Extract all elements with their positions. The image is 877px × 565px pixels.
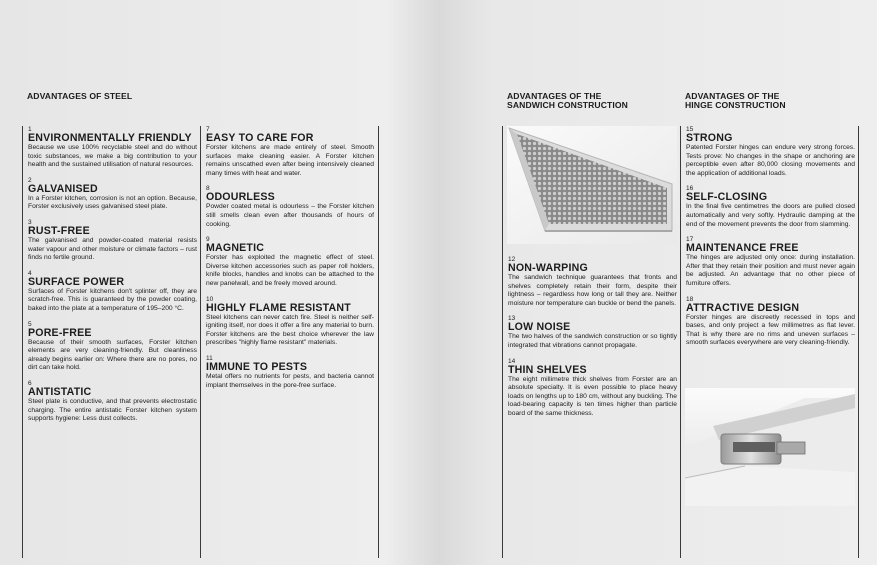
column-rule-6 [858,126,859,558]
advantage-text: In the final five centimetres the doors are pulled closed automatically and very softly. Hydraulic damping at the end of the movement prevents the door from slamming. [686,203,855,228]
advantage-item [206,185,374,229]
advantage-item [686,126,855,178]
advantage-item [206,355,374,390]
advantage-title: PORE-FREE [28,326,92,339]
steel-column-2 [206,126,374,397]
advantage-number: 14 [508,357,516,365]
advantage-item [206,236,374,288]
advantage-item [28,380,197,424]
advantage-number: 12 [508,256,516,263]
advantage-number: 5 [28,320,32,328]
column-rule-2 [200,126,201,558]
advantage-text: Patented Forster hinges can endure very strong forces. Tests prove: No changes in the shape or anchoring are perceptible even after 80,000 closing movements and the application of additional loads. [686,144,855,177]
advantage-item [28,126,197,170]
advantage-text: Metal offers no nutrients for pests, and bacteria cannot implant themselves in the pore-free surface. [206,372,374,389]
advantage-text: Because of their smooth surfaces, Forster kitchen elements are very cleaning-friendly. But cleanliness already begins earlier on: Where there are no pores, no dirt can take hold. [28,338,197,372]
advantage-number: 8 [206,185,210,193]
advantage-text: In a Forster kitchen, corrosion is not an option. Because, Forster exclusively uses galvanised steel plate. [28,194,197,211]
advantage-title: HIGHLY FLAME RESISTANT [206,301,351,314]
advantage-title: ODOURLESS [206,191,275,204]
hinge-photo [685,388,855,506]
advantage-title: LOW NOISE [508,321,571,334]
advantage-text: Forster kitchens are made entirely of steel. Smooth surfaces make cleaning easier. A Forster kitchen remains unscathed even after being intensively cleaned many times with heat and water. [206,144,374,177]
advantage-title: NON-WARPING [508,262,588,274]
advantage-item [508,315,677,350]
advantage-item [28,219,197,263]
advantage-number: 11 [206,354,213,362]
advantage-text: Forster hinges are discreetly recessed in tops and bases, and only project a few millimetres as flat lever. That is why there are no rims and uneven surfaces – smooth surfaces everywhere are very cleaning-friendly. [686,313,855,347]
hinge-heading-line1: ADVANTAGES OF THE [685,91,780,101]
advantage-item [28,177,197,212]
advantage-number: 3 [28,218,32,226]
advantage-number: 16 [686,185,694,193]
advantage-text: Forster has exploited the magnetic effect of steel. Diverse kitchen accessories such as paper roll holders, knife blocks, handles and knobs can be attached to the new panelwall, and be freely moved around. [206,254,374,287]
advantage-title: SURFACE POWER [28,275,125,288]
advantage-number: 18 [686,295,694,303]
column-rule-1 [22,126,23,558]
advantage-text: The two halves of the sandwich construction or so tightly integrated that vibrations cannot propagate. [508,333,677,349]
column-rule-5 [680,126,681,558]
advantage-title: ATTRACTIVE DESIGN [686,301,800,314]
advantage-text: Because we use 100% recyclable steel and do without toxic substances, we make a big contribution to your health and the sustained utilisation of natural resources. [28,144,197,169]
advantage-number: 15 [686,126,694,133]
advantage-text: The eight millimetre thick shelves from Forster are an absolute specialty. It is even possible to place heavy loads on lengths up to 180 cm, without any buckling. The load-bearing capacity is ten times higher than particle board of the same thickness. [508,375,677,417]
hinge-heading-line2: HINGE CONSTRUCTION [685,100,786,110]
column-rule-4 [502,126,503,558]
advantage-number: 6 [28,379,32,387]
sandwich-column [508,256,677,426]
advantage-title: EASY TO CARE FOR [206,132,314,144]
advantage-number: 10 [206,295,214,303]
advantage-title: THIN SHELVES [508,363,587,376]
advantage-item [508,358,677,419]
advantage-item [28,270,197,314]
advantage-title: MAINTENANCE FREE [686,242,799,255]
advantage-text: The hinges are adjusted only once: during installation. After that they retain their position and must never again be adjusted. An advantage that no other piece of furniture offers. [686,254,855,287]
advantage-text: The sandwich technique guarantees that fronts and shelves completely retain their form, despite their lightness – regardless how long or tall they are. Neither moisture nor temperature can buckle or bend the panels. [508,274,677,307]
advantage-number: 4 [28,269,32,277]
advantage-title: RUST-FREE [28,224,90,237]
hinge-heading [685,92,786,110]
advantage-number: 17 [686,236,694,244]
advantage-item [686,185,855,229]
advantage-item [28,321,197,373]
sandwich-panel-photo [507,126,677,244]
advantage-title: SELF-CLOSING [686,191,768,204]
advantage-title: ANTISTATIC [28,385,92,398]
steel-column-1 [28,126,197,431]
advantage-title: STRONG [686,132,733,144]
advantage-number: 1 [28,126,32,133]
advantage-title: IMMUNE TO PESTS [206,360,308,373]
advantage-title: MAGNETIC [206,242,265,255]
sandwich-heading-line1: ADVANTAGES OF THE [507,91,602,101]
advantage-number: 13 [508,315,516,323]
advantage-item [508,256,677,308]
advantage-text: The galvanised and powder-coated material resists water vapour and other moisture or climate factors – rust finds no fertile ground. [28,236,197,262]
advantage-item [686,236,855,288]
advantage-item [206,296,374,348]
advantage-number: 9 [206,236,210,244]
advantage-text: Steel plate is conductive, and that prevents electrostatic charging. The entire antistatic Forster kitchen system supports hygiene: Less dust collects. [28,397,197,423]
advantage-text: Surfaces of Forster kitchens don't splinter off, they are scratch-free. This is guaranteed by the powder coating, baked into the plate at a temperature of 195–200 °C. [28,287,197,312]
advantage-text: Powder coated metal is odourless – the Forster kitchen still smells clean even after thousands of hours of cooking. [206,203,374,228]
steel-heading: ADVANTAGES OF STEEL [27,91,133,101]
advantage-title: ENVIRONMENTALLY FRIENDLY [28,132,192,144]
sandwich-heading [507,92,628,110]
advantage-text: Steel kitchens can never catch fire. Steel is neither self-igniting itself, nor does it offer a fire any material to burn. Forster kitchens are the best choice wherever the law prescribes "highly flame resistant" materials. [206,313,374,347]
advantage-item [206,126,374,178]
advantage-number: 2 [28,176,32,184]
advantage-item [686,296,855,348]
sandwich-heading-line2: SANDWICH CONSTRUCTION [507,100,628,110]
hinge-column [686,126,855,355]
advantage-title: GALVANISED [28,182,98,195]
advantage-number: 7 [206,126,210,133]
column-rule-3 [378,126,379,558]
